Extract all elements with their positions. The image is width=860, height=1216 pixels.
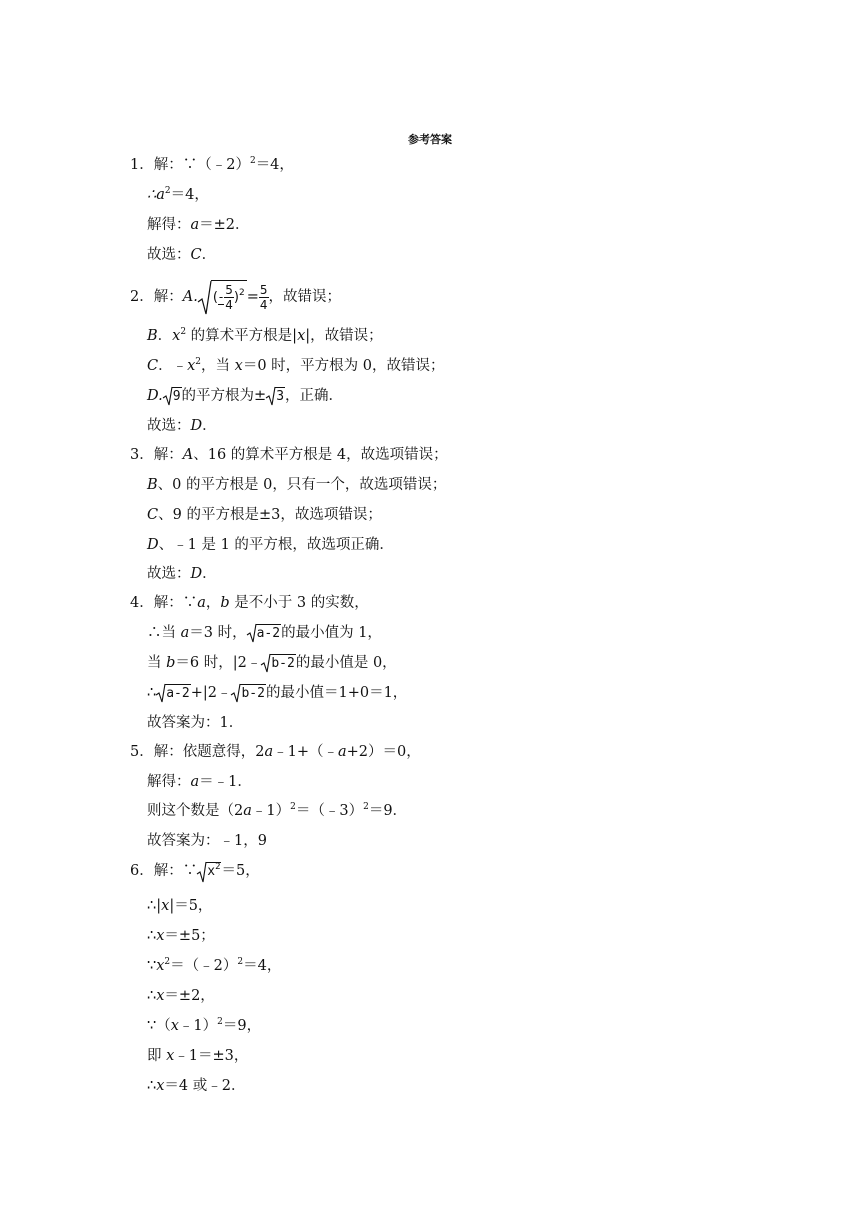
q4-line-1: 4．解：∵a，b 是不小于 3 的实数， bbox=[130, 595, 369, 611]
sqrt-b-minus-2: b-2 bbox=[231, 683, 265, 703]
sqrt-expression: ( - $\frac{5}{4}$ )$^2$ bbox=[198, 280, 247, 314]
sqrt-sign-icon bbox=[231, 683, 241, 703]
sqrt-sign-icon bbox=[266, 386, 276, 406]
sqrt-sign-icon bbox=[261, 653, 271, 673]
sqrt-sign-icon bbox=[198, 280, 212, 316]
q2-line-b: B．$x^2$ 的算术平方根是|x|，故错误； bbox=[147, 327, 383, 344]
page-title: 参考答案 bbox=[408, 133, 452, 146]
sqrt-3: 3 bbox=[266, 386, 285, 406]
q3-answer: 故选：D． bbox=[147, 566, 217, 582]
sqrt-b-minus-2: b-2 bbox=[261, 653, 295, 673]
q3-line-1: 3．解：A、16 的算术平方根是 4，故选项错误； bbox=[130, 447, 448, 463]
q6-line-5: ∴x＝±2， bbox=[147, 988, 215, 1004]
q4-line-3: 当 b＝6 时，|2﹣ b-2的最小值是 0， bbox=[147, 655, 397, 671]
q5-answer: 故答案为：﹣1，9 bbox=[147, 833, 267, 849]
fraction: $\frac{5}{4}$ bbox=[225, 283, 233, 312]
q6-line-1: 6．解：∵ $x^2=5$， bbox=[130, 861, 260, 881]
q1-line-4: 故选：C． bbox=[147, 247, 217, 263]
q5-line-1: 5．解：依题意得，2a﹣1+（﹣a+2）＝0， bbox=[130, 744, 421, 760]
q1-line-1: 1．解：∵（﹣2）$^2$＝4， bbox=[130, 156, 294, 173]
sqrt-sign-icon bbox=[247, 623, 257, 643]
q3-line-3: C、9 的平方根是±3，故选项错误； bbox=[147, 507, 382, 523]
q2-line-d: D. 9的平方根为± 3，正确． bbox=[147, 388, 344, 404]
sqrt-sign-icon bbox=[156, 683, 166, 703]
sqrt-sign-icon bbox=[163, 386, 173, 406]
q3-line-4: D、﹣1 是 1 的平方根，故选项正确． bbox=[147, 537, 394, 553]
q5-line-3: 则这个数是（2a﹣1）$^2$＝（﹣3）$^2$＝9． bbox=[147, 802, 408, 819]
q2-line-c: C．$﹣x^2$，当 x＝0 时，平方根为 0，故错误； bbox=[147, 357, 445, 374]
q6-line-7: 即 x﹣1＝±3， bbox=[147, 1048, 249, 1064]
q1-line-2: $\therefore a^2=4$， bbox=[147, 186, 209, 203]
q3-line-2: B、0 的平方根是 0，只有一个，故选项错误； bbox=[147, 477, 447, 493]
q2-line-a: 2．解：A. ( - $\frac{5}{4}$ )$^2$ = $\frac{5}{4}$ ，故错误； bbox=[130, 280, 341, 314]
q6-line-6: ∵（x﹣1）$^2$＝9， bbox=[147, 1017, 262, 1034]
sqrt-a-minus-2: a-2 bbox=[156, 683, 190, 703]
q4-answer: 故答案为：1． bbox=[147, 715, 244, 731]
q6-line-2: ∴|x|＝5， bbox=[147, 898, 213, 914]
q5-line-2: 解得：a＝﹣1． bbox=[147, 774, 252, 790]
q4-line-2: ∴当 a＝3 时， a-2的最小值为 1， bbox=[147, 625, 382, 641]
sqrt-9: 9 bbox=[163, 386, 182, 406]
q6-line-3: ∴x＝±5； bbox=[147, 928, 215, 944]
q6-line-8: ∴x＝4 或﹣2． bbox=[147, 1078, 246, 1094]
q1-line-3: 解得：a＝±2． bbox=[147, 217, 250, 233]
q6-line-4: $\because x^2=(﹣2)^2=4$， bbox=[147, 957, 282, 974]
sqrt-sign-icon bbox=[197, 861, 207, 883]
fraction-result: $\frac{5}{4}$ bbox=[259, 282, 268, 312]
q4-line-4: ∴ a-2+|2﹣ b-2的最小值＝1+0＝1， bbox=[147, 685, 408, 701]
sqrt-x-squared: $x^2$ bbox=[197, 861, 221, 881]
sqrt-a-minus-2: a-2 bbox=[247, 623, 281, 643]
q2-answer: 故选：D． bbox=[147, 418, 217, 434]
